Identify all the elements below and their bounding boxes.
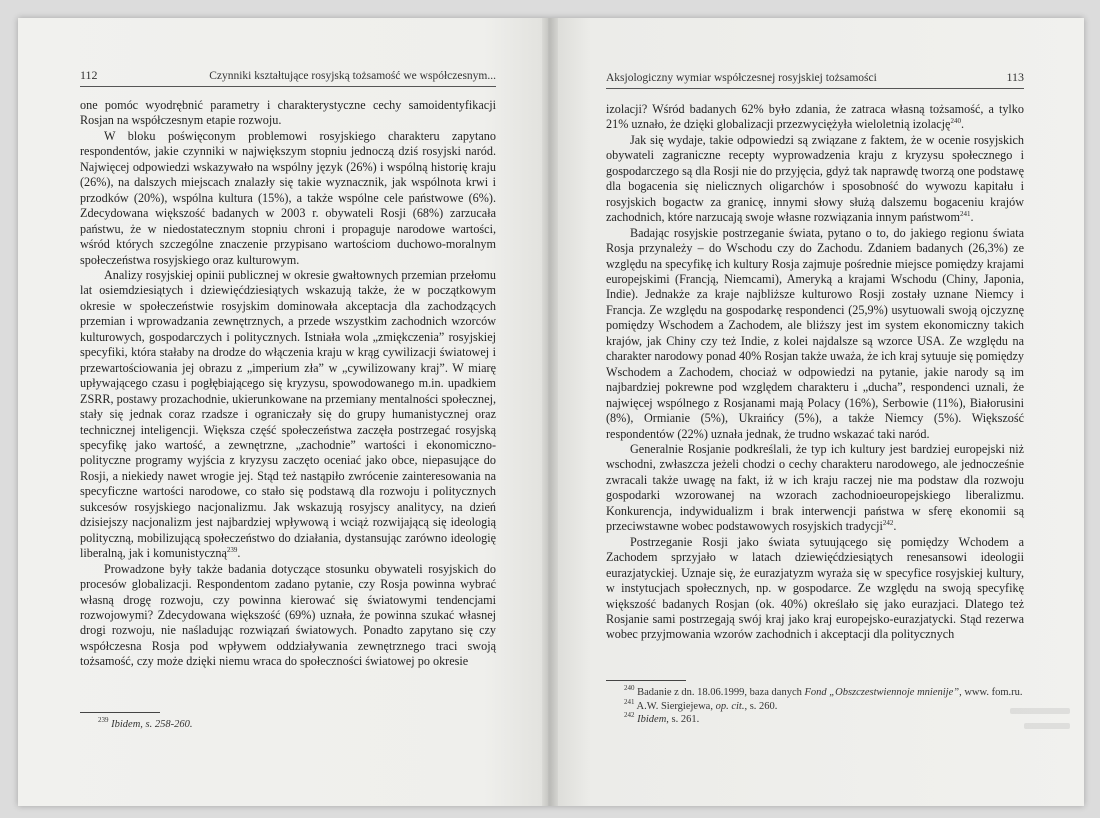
running-header-left [80, 68, 496, 87]
footnote-number: 241 [624, 697, 635, 706]
running-head-title: Aksjologiczny wymiar współczesnej rosyjskiej tożsamości [606, 72, 877, 84]
footnote-text: , s. 260. [744, 700, 778, 712]
footnote-italic: Ibidem [637, 714, 667, 725]
page-number: 113 [1006, 70, 1024, 84]
bleed-through-mark [1024, 723, 1070, 729]
paragraph-text: Generalnie Rosjanie podkreślali, że typ ich kultury jest bardziej europejski niż wschodni, zwłaszcza jeżeli chodzi o cechy charakteru narodowego, ale jednocześnie zwracali także uwagę na fakt, iż w ich kraju raczej nie ma podstaw dla rozwoju gospodarki wzorowanej na wzorach zachodnioeuropejskiego liberalizmu. Konkurencja, indywidualizm i brak interwencji państwa w sferę ekonomii są przeciwstawne wobec podstawowych rosyjskich tradycji [606, 441, 1024, 534]
footnote-ref: 242 [882, 519, 894, 528]
body-text [606, 102, 1024, 643]
paragraph [606, 442, 1024, 535]
paragraph: Badając rosyjskie postrzeganie świata, pytano o to, do jakiego regionu świata Rosja przynależy – do Wschodu czy do Zachodu. Zdaniem badanych (26,3%) ze względu na specyfikę ich kultury Rosja zajmuje pośrednie miejsce pomiędzy krajami europejskimi (Francją, Niemcami), Ameryką a krajami Wschodu (Chiny, Japonia, Indie). Jednakże za kraje najbliższe kulturowo Rosji zostały uznane Niemcy i Francja. Ze względu na gospodarkę respondenci (25,9%) usytuowali swoją ojczyznę pomiędzy Wschodem a Zachodem, ale bliższy jest im system ekonomiczny takich krajów, jak Chiny czy też Indie, z kolei najdalsze są wzorce USA. Ze względu na charakter narodowy ponad 40% Rosjan także uważa, że ich kraj sytuuje się pomiędzy Wschodem a Zachodem, chociaż w odpowiedzi na pytanie, jakie narody są im najbardziej pokrewne pod względem charakteru i „ducha”, respondenci uznali, że najwięcej wspólnego z Rosjanami mają Polacy (16%), Serbowie (11%), Białorusini (8%), Ormianie (5%), Ukraińcy (5%), a także Niemcy (5%). Większość respondentów (22%) uznała jednak, że trudno wskazać taki naród. [606, 225, 1024, 441]
paragraph: one pomóc wyodrębnić parametry i charakterystyczne cechy samoidentyfikacji Rosjan na współczesnym etapie rozwoju. [80, 98, 496, 128]
paragraph-text: izolacji? Wśród badanych 62% było zdania, że zatraca własną tożsamość, a tylko 21% uznało, że dzięki globalizacji przezwyciężyła wieloletnią izolację [606, 102, 1024, 132]
footnote-number: 242 [624, 711, 635, 719]
right-page [548, 18, 1084, 806]
body-text [80, 98, 496, 670]
footnote [606, 713, 1024, 727]
running-header-right [606, 70, 1024, 89]
footnote-ref: 240 [950, 117, 961, 126]
paragraph: Postrzeganie Rosji jako świata sytuującego się pomiędzy Wchodem a Zachodem sprzyjało w latach dziewięćdziesiątych renesansowi ideologii eurazjatyckiej. Uznaje się, że eurazjatyzm wyraża się w specyfice rosyjskiej kultury, w instytucjach społecznych, np. w gospodarce. Ze względu na swoją specyfikę większość badanych Rosjan (ok. 40%) określało się jako eurazjaci. Dlatego też Rosjanie sami postrzegają swój kraj jako kraj europejsko-eurazjatycki. Stąd rezerwa wobec przyjmowania wzorów zachodnich i akceptacji dla politycznych [606, 534, 1024, 642]
footnote-text: Badanie z dn. 18.06.1999, baza danych [637, 687, 805, 698]
paragraph [606, 133, 1024, 226]
paragraph [606, 102, 1024, 133]
footnote-text: A.W. Siergiejewa, [636, 700, 716, 712]
bleed-through-mark [1010, 708, 1070, 714]
running-head-title: Czynniki kształtujące rosyjską tożsamość we współczesnym... [209, 70, 496, 82]
paragraph: W bloku poświęconym problemowi rosyjskiego charakteru zapytano respondentów, jakie czynniki w największym stopniu jednoczą dziś rosyjski naród. Najwięcej odpowiedzi wskazywało na wspólny język (26%) i wspólną historię kraju (26%), na dalszych miejscach znalazły się takie wyznacznik, jak wspólnota krwi i przodków (20%), wspólna kultura (15%), a także wspólne cele państwowe (6%). Zdecydowana większość badanych w 2003 r. obywateli Rosji (68%) zarzucała państwu, że w niedostatecznym stopniu chroni i propaguje narodowe wartości, wśród których szczególne znaczenie przypisano wartościom duchowo-moralnym społeczeństwa rosyjskiego oraz kulturowym. [80, 128, 496, 267]
punctuation: . [970, 210, 974, 225]
footnote-italic: op. cit. [715, 700, 745, 712]
footnote-number: 239 [98, 716, 109, 724]
paragraph: Prowadzone były także badania dotyczące stosunku obywateli rosyjskich do procesów globalizacji. Respondentom zadano pytanie, czy Rosja powinna wybrać własną drogę rozwoju, czy powinna kierować się światowymi tendencjami rozwojowymi? Zdecydowana większość (69%) uznała, że powinna szukać własnej drogi rozwoju, nie naśladując rozwiązań światowych. Ponadto zapytano się czy współczesna Rosja pod wpływem oddziaływania zewnętrznego traci swoją tożsamość, czy może dzięki niemu wraca do społeczności światowej po okresie [80, 561, 496, 669]
left-page [18, 18, 548, 806]
footnote-ref: 241 [959, 210, 971, 219]
footnotes [80, 712, 496, 732]
paragraph-text: Analizy rosyjskiej opinii publicznej w okresie gwałtownych przemian przełomu lat osiemdziesiątych i dziewięćdziesiątych wskazują także, że w początkowym okresie w społeczeństwie rosyjskim dominowała akceptacja dla zachodzących przemian i wprowadzania zewnętrznych, a przede wszystkim zachodnich wzorców kulturowych, gospodarczych i politycznych. Istniała wola „zmiękczenia” rosyjskiej specyfiki, która stałaby na drodze do włączenia kraju w krąg cywilizacji światowej i przewartościowania jej obrazu z „imperium zła” w „cywilizowany kraj”. W miarę upływającego czasu i pogłębiającego się kryzysu, spowodowanego m.in. upadkiem ZSRR, postawy prozachodnie, ukierunkowane na przemiany mentalności społecznej, stały się jednak coraz rzadsze i ograniczały się do grupy humanistycznej oraz technicznej inteligencji. Większa część społeczeństwa zaczęła postrzegać rosyjską specyfikę jako wartość, a zewnętrzne, „zachodnie” wartości i ekonomiczno-polityczne programy wyjścia z kryzysu zaczęto oceniać jako obce, niepasujące do Rosji, a niekiedy nawet wrogie jej. Stąd też nastąpiło zwrócenie zainteresowania na specyficzne wartości narodowe, co stało się podstawą dla rozwoju i politycznych sukcesów rosyjskiego nacjonalizmu. Jak wskazują rosyjscy analitycy, na dzień dzisiejszy nacjonalizm jest najbardziej wpływową i wciąż rozwijającą się ideologią polityczną, mobilizującą społeczeństwo do działania, dystansując zarówno ideologię liberalną, jak i komunistyczną [80, 267, 496, 561]
footnote [606, 697, 1024, 714]
footnote-ref: 239 [226, 546, 238, 555]
footnote-italic: Fond „Obszczestwiennoje mnienije” [804, 687, 960, 698]
footnote [80, 718, 496, 732]
footnote-text: , s. 261. [666, 714, 700, 725]
punctuation: . [960, 117, 965, 132]
footnotes [606, 680, 1024, 727]
footnote-rule [80, 712, 160, 713]
book-spread [18, 18, 1084, 806]
footnote-number: 240 [624, 684, 635, 692]
footnote [606, 686, 1024, 700]
punctuation: . [893, 519, 897, 534]
footnote-rule [606, 680, 686, 681]
book-gutter [542, 18, 558, 806]
page-number: 112 [80, 68, 98, 82]
paragraph-text: Jak się wydaje, takie odpowiedzi są związane z faktem, że w ocenie rosyjskich obywateli zagraniczne recepty wyprowadzenia kraju z kryzysu społecznego i gospodarczego są dla Rosji nie do przyjęcia, gdyż tak naprawdę tworzą one podstawę dla bogacenia się nielicznych oligarchów i sposobność do wywozu kapitału i rosyjskich bogactw za granicę, innymi słowy służą dalszemu bogaceniu krajów zachodnich, które narzucają swoje własne rozwiązania innym państwom [606, 132, 1024, 225]
paragraph: Analizy rosyjskiej opinii publicznej w okresie gwałtownych przemian przełomu lat osiemdziesiątych i dziewięćdziesiątych wskazują także, że w początkowym okresie w społeczeństwie rosyjskim dominowała akceptacja dla zachodzących przemian i wprowadzania zewnętrznych, a przede wszystkim zachodnich wzorców kulturowych, gospodarczych i politycznych. Istniała wola „zmiękczenia” rosyjskiej specyfiki, która stałaby na drodze do włączenia kraju w krąg cywilizacji światowej i przewartościowania jej obrazu z „imperium zła” w „cywilizowany kraj”. W miarę upływającego czasu i pogłębiającego się kryzysu, spowodowanego m.in. upadkiem ZSRR, postawy prozachodnie, ukierunkowane na przemiany mentalności społecznej, stały się jednak coraz rzadsze i ograniczały się do grupy humanistycznej oraz technicznej inteligencji. Większa część społeczeństwa zaczęła postrzegać rosyjską specyfikę jako wartość, a zewnętrzne, „zachodnie” wartości i ekonomiczno-polityczne programy wyjścia z kryzysu zaczęto oceniać jako obce, niepasujące do Rosji, a niekiedy nawet wrogie jej. Stąd też nastąpiło zwrócenie zainteresowania na specyficzne wartości narodowe, co stało się podstawą dla rozwoju i politycznych sukcesów rosyjskiego nacjonalizmu. Jak wskazują rosyjscy analitycy, na dzień dzisiejszy nacjonalizm jest najbardziej wpływową i wciąż rozwijającą się ideologią polityczną, mobilizującą społeczeństwo do działania, dystansując zarówno ideologię liberalną, jak i komunistyczną$^{239}$. [80, 267, 496, 561]
footnote-text: , www. fom.ru. [959, 687, 1023, 698]
footnote-text: Ibidem, s. 258-260. [111, 719, 193, 730]
